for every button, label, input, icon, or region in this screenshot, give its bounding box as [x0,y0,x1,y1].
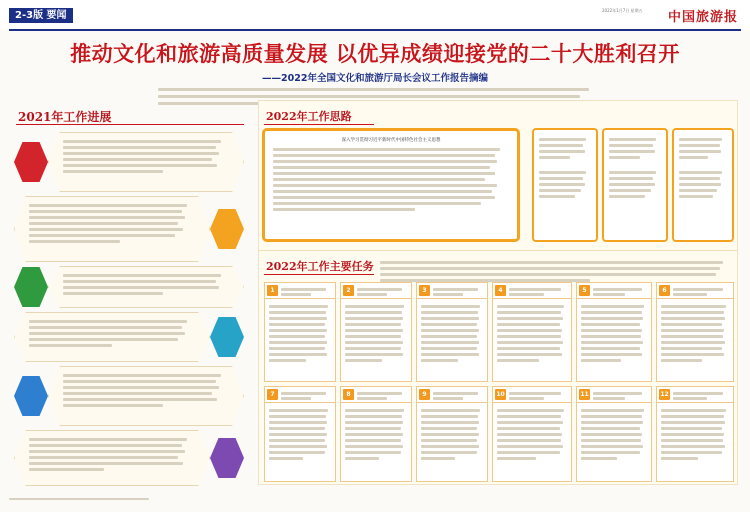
task-card [492,386,572,482]
task-card [576,282,652,382]
main-headline: 推动文化和旅游高质量发展 以优异成绩迎接党的二十大胜利召开 [70,42,680,66]
header-rule [9,29,741,31]
section-tag: 2-3版 要闻 [9,8,73,23]
task-card [340,386,412,482]
progress-heading-rule [16,124,244,125]
text-box [48,266,244,308]
text-box [48,366,244,426]
progress-item [14,196,248,262]
task-card [576,386,652,482]
section-divider [258,250,738,251]
task-number: 2 [343,285,354,296]
progress-item [14,430,248,486]
task-card [264,282,336,382]
thinking-heading-rule [264,124,374,125]
task-number: 5 [579,285,590,296]
hex-badge [14,267,48,307]
task-number: 8 [343,389,354,400]
task-number: 10 [496,391,505,398]
newspaper-logo: 中国旅游报 [668,10,739,25]
task-number: 9 [419,389,430,400]
hex-badge [210,209,244,249]
task-number: 11 [580,391,589,398]
text-box [14,196,210,262]
hex-badge [210,438,244,478]
text-box [14,312,210,362]
thinking-card [672,128,734,242]
task-card [656,386,734,482]
progress-item [14,266,248,308]
task-card [340,282,412,382]
task-number: 1 [267,285,278,296]
thinking-card [532,128,598,242]
task-number: 3 [419,285,430,296]
task-card [264,386,336,482]
progress-heading: 2021年工作进展 [18,110,112,124]
page-footer [9,498,149,500]
thinking-lead: 深入学习贯彻习近平新时代中国特色社会主义思想 [341,138,441,143]
text-box [14,430,210,486]
page-header [0,0,750,30]
progress-item [14,132,248,192]
task-number: 4 [495,285,506,296]
text-box [48,132,244,192]
tasks-heading-rule [264,274,374,275]
task-number: 7 [267,389,278,400]
hex-badge [210,317,244,357]
progress-item [14,312,248,362]
hex-badge [14,142,48,182]
thinking-box [262,128,520,242]
task-number: 12 [660,391,669,398]
thinking-heading: 2022年工作思路 [266,110,352,123]
task-card [656,282,734,382]
thinking-card [602,128,668,242]
hex-badge [14,376,48,416]
progress-item [14,366,248,426]
tasks-intro [380,258,730,285]
publication-meta: 2022年1月7日 星期五 [602,8,643,13]
task-card [492,282,572,382]
task-number: 6 [659,285,670,296]
task-card [416,282,488,382]
task-card [416,386,488,482]
sub-headline: ——2022年全国文化和旅游厅局长会议工作报告摘编 [262,73,488,84]
tasks-heading: 2022年工作主要任务 [266,260,374,273]
